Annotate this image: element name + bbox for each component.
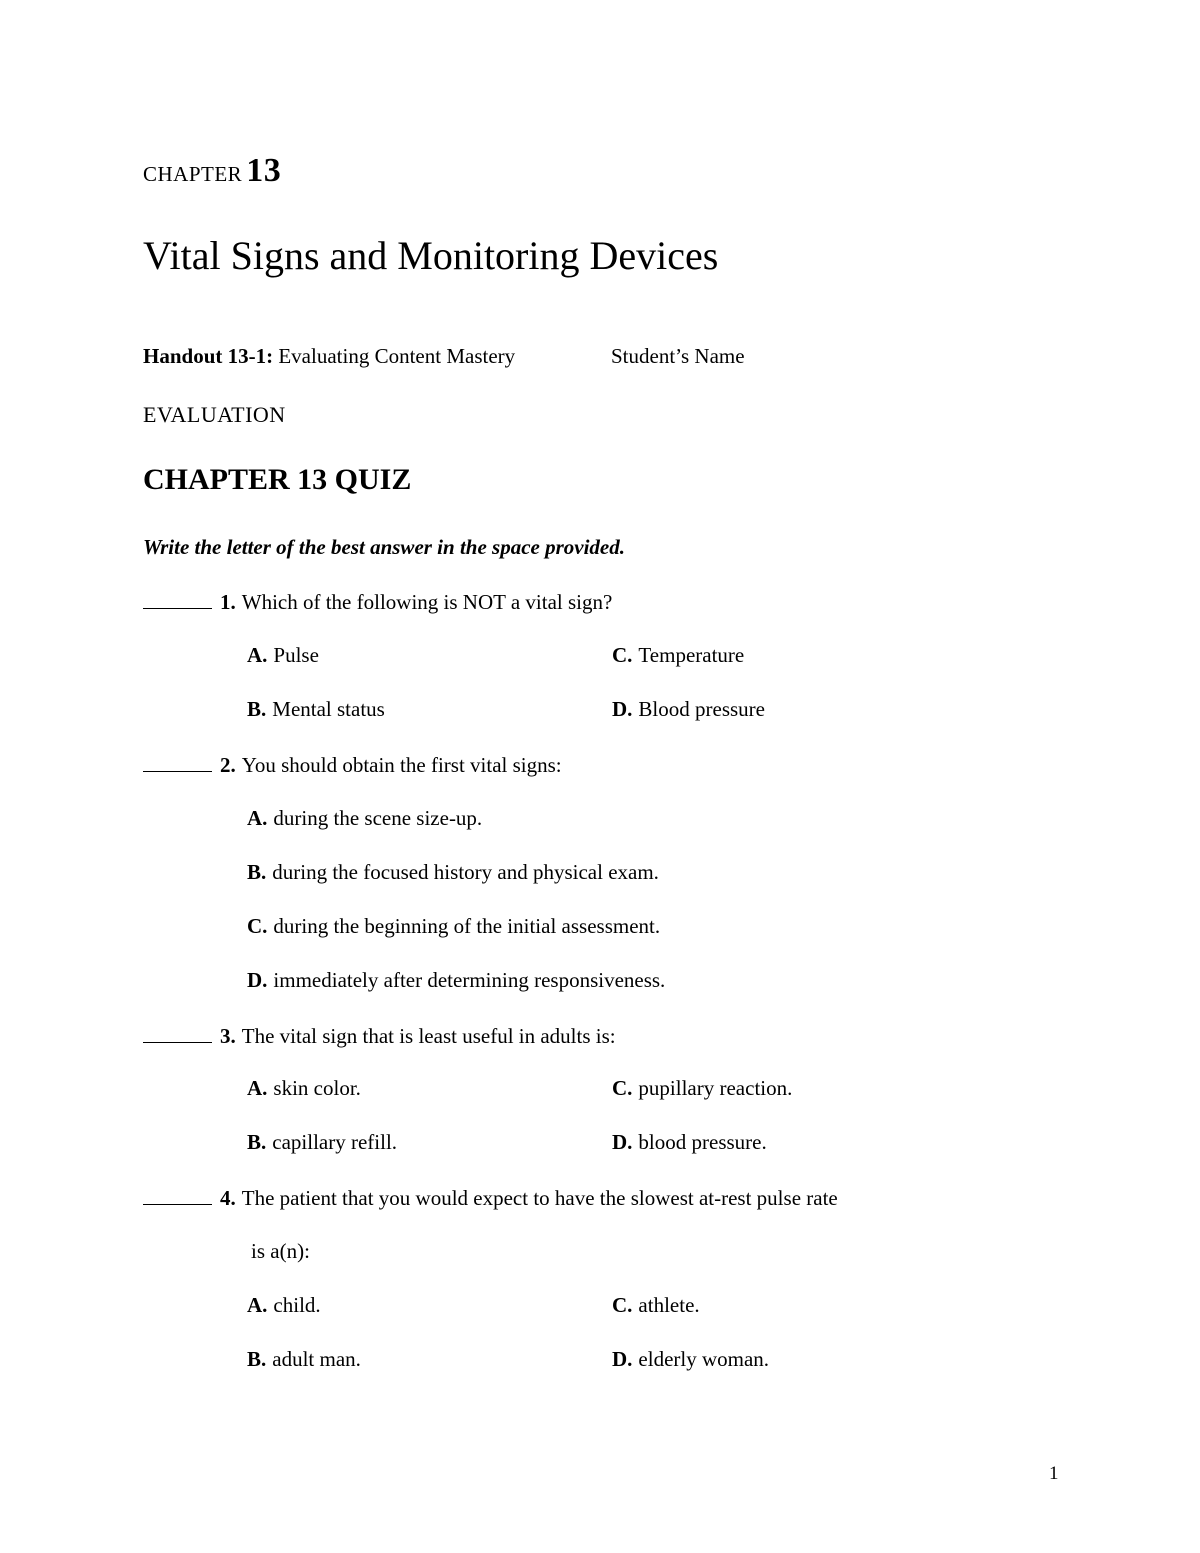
option-3a: [247, 1076, 361, 1101]
option-letter: C.: [612, 1293, 633, 1317]
option-text: capillary refill.: [272, 1130, 398, 1154]
option-letter: D.: [612, 1347, 633, 1371]
option-text: during the scene size-up.: [273, 806, 483, 830]
question-3: [143, 1022, 616, 1049]
question-text: You should obtain the first vital signs:: [241, 753, 562, 777]
question-number: 2.: [220, 753, 236, 777]
option-2c: [247, 914, 660, 939]
question-4: [143, 1184, 838, 1211]
page-title: Vital Signs and Monitoring Devices: [143, 233, 719, 278]
option-letter: A.: [247, 643, 268, 667]
option-text: child.: [273, 1293, 321, 1317]
option-1c: [612, 643, 744, 668]
option-1a: [247, 643, 319, 668]
quiz-instructions: Write the letter of the best answer in the space provided.: [143, 535, 625, 559]
option-text: Temperature: [638, 643, 745, 667]
question-text-continued: is a(n):: [251, 1239, 310, 1263]
handout-label: Handout 13-1:: [143, 344, 274, 368]
question-text: The patient that you would expect to have the slowest at-rest pulse rate: [241, 1186, 838, 1210]
option-text: blood pressure.: [638, 1130, 767, 1154]
option-text: Blood pressure: [638, 697, 765, 721]
evaluation-heading: EVALUATION: [143, 402, 286, 427]
option-2a: [247, 806, 482, 831]
question-number: 3.: [220, 1024, 236, 1048]
question-1: [143, 588, 612, 615]
option-text: during the beginning of the initial assessment.: [273, 914, 661, 938]
option-3d: [612, 1130, 767, 1155]
question-2: [143, 751, 562, 778]
chapter-number: 13: [246, 152, 282, 189]
option-4d: [612, 1347, 769, 1372]
option-text: Pulse: [273, 643, 319, 667]
answer-blank[interactable]: [143, 1022, 212, 1043]
option-letter: C.: [612, 643, 633, 667]
option-text: adult man.: [272, 1347, 361, 1371]
option-letter: A.: [247, 1293, 268, 1317]
handout-text: Evaluating Content Mastery: [278, 344, 516, 368]
option-letter: A.: [247, 1076, 268, 1100]
option-letter: C.: [247, 914, 268, 938]
option-text: skin color.: [273, 1076, 361, 1100]
quiz-title: CHAPTER 13 QUIZ: [143, 463, 412, 496]
chapter-heading: [143, 152, 281, 190]
question-number: 4.: [220, 1186, 236, 1210]
option-4b: [247, 1347, 361, 1372]
question-text: Which of the following is NOT a vital sign?: [241, 590, 613, 614]
option-text: immediately after determining responsiveness.: [273, 968, 666, 992]
option-2b: [247, 860, 659, 885]
option-text: pupillary reaction.: [638, 1076, 793, 1100]
option-letter: B.: [247, 860, 267, 884]
option-letter: D.: [612, 1130, 633, 1154]
option-1b: [247, 697, 385, 722]
option-3c: [612, 1076, 792, 1101]
option-1d: [612, 697, 765, 722]
answer-blank[interactable]: [143, 1184, 212, 1205]
option-letter: B.: [247, 1130, 267, 1154]
answer-blank[interactable]: [143, 751, 212, 772]
option-4c: [612, 1293, 700, 1318]
option-3b: [247, 1130, 397, 1155]
option-letter: B.: [247, 1347, 267, 1371]
page-number: 1: [1049, 1463, 1059, 1484]
option-letter: B.: [247, 697, 267, 721]
option-letter: C.: [612, 1076, 633, 1100]
question-number: 1.: [220, 590, 236, 614]
answer-blank[interactable]: [143, 588, 212, 609]
option-text: during the focused history and physical exam.: [272, 860, 659, 884]
option-4a: [247, 1293, 321, 1318]
handout-line: [143, 344, 515, 369]
option-text: athlete.: [638, 1293, 700, 1317]
option-text: Mental status: [272, 697, 385, 721]
option-letter: D.: [612, 697, 633, 721]
option-letter: A.: [247, 806, 268, 830]
chapter-word: CHAPTER: [143, 162, 243, 186]
option-2d: [247, 968, 665, 993]
question-text: The vital sign that is least useful in adults is:: [241, 1024, 616, 1048]
option-letter: D.: [247, 968, 268, 992]
option-text: elderly woman.: [638, 1347, 770, 1371]
student-name-label: Student’s Name: [611, 344, 745, 368]
